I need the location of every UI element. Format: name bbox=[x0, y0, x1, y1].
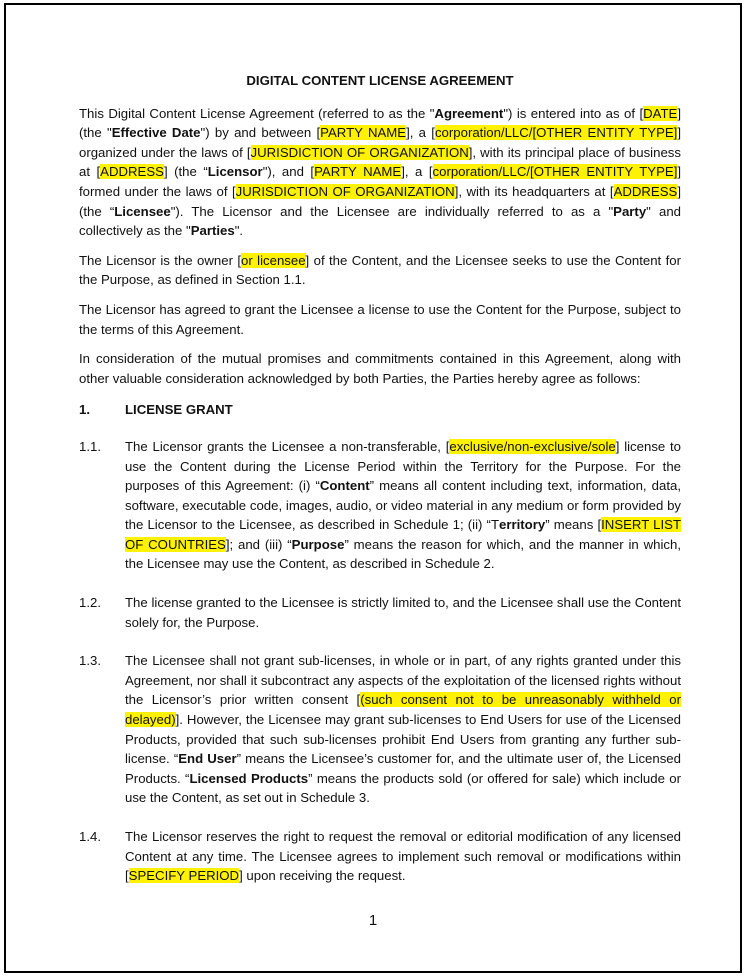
clause-list bbox=[79, 437, 681, 886]
placeholder-highlight: JURISDICTION OF ORGANIZATION bbox=[250, 144, 469, 160]
text-run: " and collectively as the " bbox=[79, 203, 681, 239]
defined-term: Purpose bbox=[291, 536, 345, 552]
text-run: ] (the “ bbox=[163, 164, 208, 180]
text-run: This Digital Content License Agreement (referred to as the " bbox=[79, 105, 435, 121]
section-title: LICENSE GRANT bbox=[125, 402, 233, 418]
text-run: ], a [ bbox=[406, 125, 435, 141]
text-run: "), and [ bbox=[262, 164, 315, 180]
clause-text bbox=[125, 827, 681, 886]
text-run: ” means all content including text, information, data, software, executable code, images, audio, or video material in any medium or form provided by the Licensor to the Licensee, as described in Schedule 1; (ii) “T bbox=[125, 478, 682, 533]
placeholder-highlight: (such consent not to be unreasonably withheld or delayed) bbox=[125, 692, 681, 728]
text-run: ] (the “ bbox=[79, 183, 681, 219]
text-run: ] upon receiving the request. bbox=[239, 868, 406, 884]
document-body bbox=[79, 71, 681, 905]
text-run: ] of the Content, and the Licensee seeks to use the Content for the Purpose, as defined in Section 1.1. bbox=[79, 252, 681, 288]
text-run: ], a [ bbox=[401, 164, 433, 180]
defined-term: Parties bbox=[190, 223, 235, 239]
placeholder-highlight: JURISDICTION OF ORGANIZATION bbox=[235, 183, 455, 199]
placeholder-highlight: ADDRESS bbox=[100, 164, 164, 180]
text-run: The Licensor has agreed to grant the Licensee a license to use the Content for the Purpose, subject to the terms of this Agreement. bbox=[79, 301, 681, 337]
placeholder-highlight: exclusive/non-exclusive/sole bbox=[449, 438, 616, 454]
text-run: ". bbox=[234, 223, 244, 239]
placeholder-highlight: INSERT LIST OF COUNTRIES bbox=[125, 517, 681, 552]
text-run: "). The Licensor and the Licensee are individually referred to as a " bbox=[170, 203, 614, 219]
clause bbox=[79, 827, 681, 886]
defined-term: Content bbox=[319, 478, 370, 494]
text-run: ]. However, the Licensee may grant sub-licenses to End Users for use of the Licensed Products, provided that such sub-licenses prohibit End Users from granting any further sub-license. “ bbox=[125, 712, 681, 767]
placeholder-highlight: PARTY NAME bbox=[314, 164, 402, 180]
text-run: ] formed under the laws of [ bbox=[79, 164, 682, 199]
placeholder-highlight: or licensee bbox=[241, 252, 306, 268]
text-run: ” means [ bbox=[545, 517, 602, 533]
defined-term: Party bbox=[613, 203, 647, 219]
placeholder-highlight: DATE bbox=[643, 105, 678, 121]
clause-number: 1.1. bbox=[79, 438, 101, 454]
clause-text bbox=[125, 437, 681, 574]
defined-term: Licensed Products bbox=[189, 770, 309, 786]
text-run: The Licensor is the owner [ bbox=[79, 252, 242, 268]
section-number: 1. bbox=[79, 402, 90, 418]
text-run: ], with its headquarters at [ bbox=[454, 183, 614, 199]
defined-term: erritory bbox=[499, 517, 546, 533]
clause-number: 1.4. bbox=[79, 829, 101, 844]
text-run: The Licensor reserves the right to request the removal or editorial modification of any licensed Content at any time. The Licensee agrees to implement such removal or modifications within [ bbox=[125, 829, 681, 884]
text-run: In consideration of the mutual promises and commitments contained in this Agreement, along with other valuable consideration acknowledged by both Parties, the Parties hereby agree as follows: bbox=[79, 351, 681, 386]
text-run: The Licensor grants the Licensee a non-transferable, [ bbox=[125, 438, 450, 454]
text-run: ” means the reason for which, and the manner in which, the Licensee may use the Content, as described in Schedule 2. bbox=[125, 536, 681, 572]
placeholder-highlight: corporation/LLC/[OTHER ENTITY TYPE] bbox=[432, 164, 678, 180]
clause bbox=[79, 593, 681, 632]
intro-paragraph bbox=[79, 104, 681, 241]
recital-agreement-paragraph bbox=[79, 300, 681, 339]
defined-term: Licensor bbox=[207, 164, 263, 180]
document-title: DIGITAL CONTENT LICENSE AGREEMENT bbox=[246, 73, 514, 88]
placeholder-highlight: corporation/LLC/[OTHER ENTITY TYPE] bbox=[434, 125, 678, 141]
text-run: ] license to use the Content during the License Period within the Territory for the Purpose. For the purposes of this Agreement: (i) “ bbox=[125, 438, 681, 494]
placeholder-highlight: SPECIFY PERIOD bbox=[128, 868, 240, 884]
text-run: The Licensee shall not grant sub-licenses, in whole or in part, of any rights granted under this Agreement, nor shall it subcontract any aspects of the exploitation of the licensed rights without the Licensor’s prior written consent [ bbox=[125, 653, 681, 708]
section-heading bbox=[79, 400, 681, 420]
recital-owner-paragraph bbox=[79, 251, 681, 290]
defined-term: Effective Date bbox=[111, 125, 201, 141]
text-run: ") is entered into as of [ bbox=[503, 105, 644, 121]
text-run: ] organized under the laws of [ bbox=[79, 125, 682, 160]
text-run: ], with its principal place of business at [ bbox=[79, 144, 681, 180]
clause-text bbox=[125, 593, 681, 632]
placeholder-highlight: ADDRESS bbox=[613, 183, 678, 199]
defined-term: End User bbox=[178, 751, 237, 767]
text-run: The license granted to the Licensee is strictly limited to, and the Licensee shall use the Content solely for, the Purpose. bbox=[125, 595, 681, 630]
consideration-paragraph bbox=[79, 349, 681, 388]
text-run: ] (the " bbox=[79, 105, 681, 141]
page-number: 1 bbox=[368, 912, 378, 929]
clause bbox=[79, 651, 681, 808]
clause-text bbox=[125, 651, 681, 808]
text-run: ” means the Licensee’s customer for, and the ultimate user of, the Licensed Products. “ bbox=[125, 751, 681, 786]
defined-term: Agreement bbox=[434, 105, 504, 121]
defined-term: Licensee bbox=[114, 203, 171, 219]
text-run: ") by and between [ bbox=[200, 125, 321, 141]
placeholder-highlight: PARTY NAME bbox=[320, 125, 407, 141]
document-page bbox=[4, 3, 742, 973]
clause bbox=[79, 437, 681, 574]
clause-number: 1.3. bbox=[79, 653, 101, 669]
text-run: ” means the products sold (or offered for sale) which include or use the Content, as set out in Schedule 3. bbox=[125, 770, 681, 806]
text-run: ]; and (iii) “ bbox=[225, 536, 292, 552]
clause-number: 1.2. bbox=[79, 595, 101, 611]
